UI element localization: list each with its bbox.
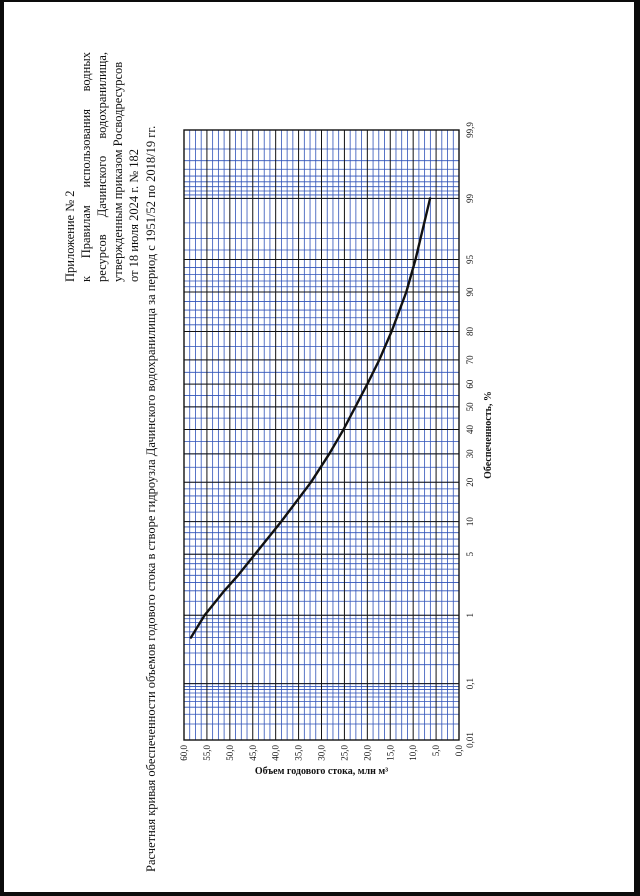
y-axis-label: Объем годового стока, млн м³ — [254, 766, 389, 777]
header-line-2: к Правилам использования водных — [79, 52, 93, 282]
x-tick-label: 70 — [465, 355, 475, 365]
x-tick-label: 0,01 — [465, 732, 475, 748]
header-line-1: Приложение № 2 — [63, 190, 77, 282]
x-tick-label: 40 — [465, 425, 475, 435]
x-tick-label: 60 — [465, 379, 475, 389]
x-tick-label: 90 — [465, 287, 475, 297]
chart-title: Расчетная кривая обеспеченности объемов годового стока в створе гидроузла Дачинского водохранилища за период с 1951/52 по 2018/19 гг. — [144, 125, 158, 872]
x-tick-label: 80 — [465, 326, 475, 336]
x-tick-label: 50 — [465, 402, 475, 412]
y-tick-label: 10,0 — [408, 745, 419, 761]
x-tick-label: 95 — [465, 254, 475, 264]
x-tick-label: 99,9 — [465, 122, 475, 138]
y-tick-label: 60,0 — [179, 745, 189, 761]
x-tick-label: 20 — [465, 477, 475, 487]
header-line-5: от 18 июля 2024 г. № 182 — [127, 148, 141, 282]
y-tick-label: 30,0 — [316, 745, 327, 761]
y-tick-label: 55,0 — [201, 745, 212, 761]
x-tick-label: 30 — [465, 449, 475, 459]
header-line-4: утвержденным приказом Росводресурсов — [111, 61, 125, 282]
x-tick-label: 0,1 — [465, 678, 475, 690]
y-tick-label: 5,0 — [431, 745, 442, 757]
x-tick-label: 5 — [465, 551, 475, 557]
y-tick-label: 45,0 — [247, 745, 258, 761]
y-tick-label: 50,0 — [224, 745, 235, 761]
x-tick-label: 1 — [465, 612, 475, 618]
x-tick-label: 99 — [465, 193, 475, 203]
y-tick-label: 20,0 — [362, 745, 373, 761]
y-tick-label: 35,0 — [293, 745, 304, 761]
y-tick-label: 40,0 — [270, 745, 281, 761]
header-line-3: ресурсов Дачинского водохранилища, — [95, 52, 109, 282]
rotated-page — [4, 2, 634, 892]
y-tick-label: 15,0 — [385, 745, 396, 761]
x-axis-label: Обеспеченность, % — [483, 391, 494, 479]
x-tick-label: 10 — [465, 517, 475, 527]
y-tick-label: 25,0 — [339, 745, 350, 761]
probability-chart — [4, 2, 634, 892]
y-tick-label: 0,0 — [454, 745, 464, 757]
page-sheet — [4, 2, 634, 892]
